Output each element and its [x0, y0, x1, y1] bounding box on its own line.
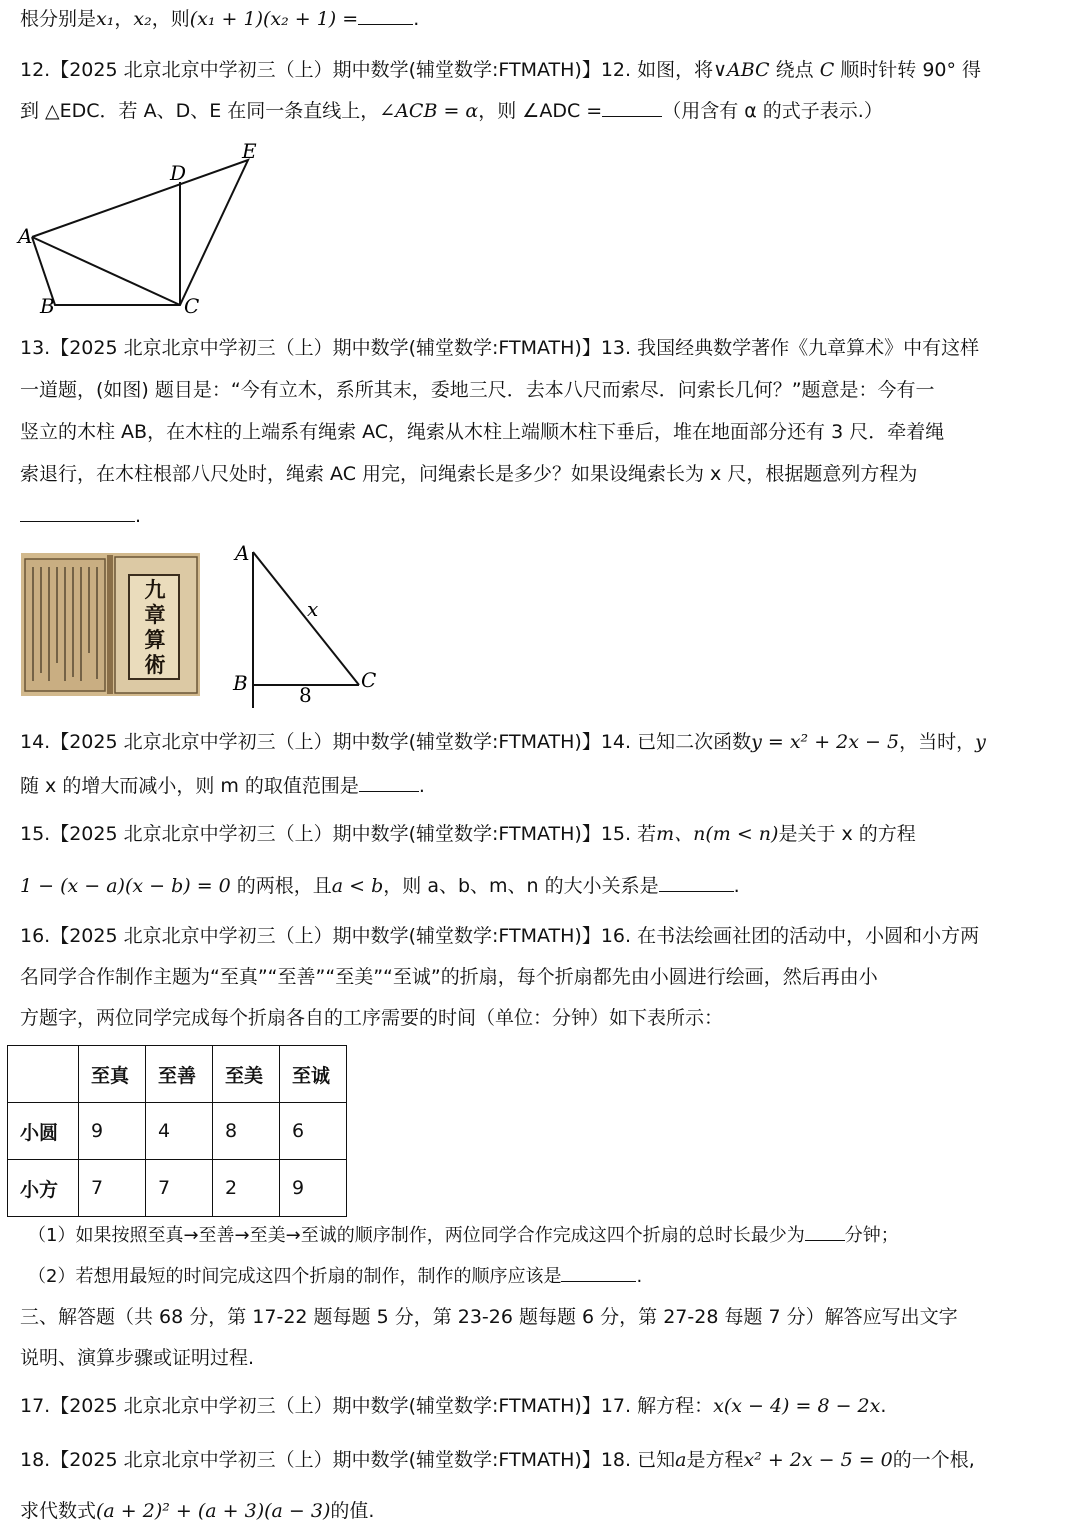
q14-line1: 14.【2025 北京北京中学初三（上）期中数学(辅堂数学:FTMATH)】14. 已知二次函数y = x² + 2x − 5，当时，y — [20, 731, 986, 753]
q13-line4: 索退行，在木柱根部八尺处时，绳索 AC 用完，问绳索长是多少？如果设绳索长为 x 尺，根据题意列方程为 — [20, 463, 918, 485]
section3-line1: 三、解答题（共 68 分，第 17-22 题每题 5 分，第 23-26 题每题 6 分，第 27-28 每题 7 分）解答应写出文字 — [20, 1306, 958, 1328]
label-c: C — [361, 668, 377, 692]
q15-line1: 15.【2025 北京北京中学初三（上）期中数学(辅堂数学:FTMATH)】15. 若m、n(m < n)是关于 x 的方程 — [20, 823, 916, 845]
table-row: 小方 7 7 2 9 — [8, 1160, 347, 1217]
answer-blank[interactable] — [358, 6, 413, 25]
q13-line2: 一道题，(如图) 题目是：“今有立木，系所其末，委地三尺．去本八尺而索尽．问索长几何？”题意是：今有一 — [20, 379, 935, 401]
q16-line1: 16.【2025 北京北京中学初三（上）期中数学(辅堂数学:FTMATH)】16. 在书法绘画社团的活动中，小圆和小方两 — [20, 925, 980, 947]
q18-line1: 18.【2025 北京北京中学初三（上）期中数学(辅堂数学:FTMATH)】18. 已知a是方程x² + 2x − 5 = 0的一个根, — [20, 1449, 975, 1471]
rope-ac — [253, 552, 359, 685]
q15-line2: 1 − (x − a)(x − b) = 0 的两根，且a < b，则 a、b、m、n 的大小关系是 . — [20, 875, 740, 897]
q18-line2: 求代数式(a + 2)² + (a + 3)(a − 3)的值. — [20, 1500, 375, 1522]
q13-line3: 竖立的木柱 AB，在木柱的上端系有绳索 AC，绳索从木柱上端顺木柱下垂后，堆在地面部分还有 3 尺．牵着绳 — [20, 421, 945, 443]
label-d: D — [170, 161, 187, 185]
answer-blank[interactable] — [805, 1222, 845, 1241]
answer-blank[interactable] — [20, 503, 135, 522]
q16-sub1: （1）如果按照至真→至善→至美→至诚的顺序制作，两位同学合作完成这四个折扇的总时长最少为 分钟； — [28, 1222, 899, 1249]
q16-line2: 名同学合作制作主题为“至真”“至善”“至美”“至诚”的折扇，每个折扇都先由小圆进行绘画，然后再由小 — [20, 966, 878, 988]
table-row: 小圆 9 4 8 6 — [8, 1103, 347, 1160]
q14-line2: 随 x 的增大而减小，则 m 的取值范围是 . — [20, 775, 425, 797]
answer-blank[interactable] — [659, 873, 734, 892]
q16-sub2: （2）若想用最短的时间完成这四个折扇的制作，制作的顺序应该是 . — [28, 1263, 642, 1290]
label-b: B — [40, 294, 55, 318]
q16-line3: 方题字，两位同学完成每个折扇各自的工序需要的时间（单位：分钟）如下表所示： — [20, 1007, 724, 1029]
book-photo — [21, 553, 200, 696]
answer-blank[interactable] — [561, 1263, 636, 1282]
outline-path — [32, 160, 248, 305]
label-c: C — [184, 294, 200, 318]
q12-line2: 到 △EDC．若 A、D、E 在同一条直线上，∠ACB = α，则 ∠ADC = （用含有 α 的式子表示.） — [20, 100, 883, 122]
book-title: 九 章 算 術 — [144, 577, 166, 677]
time-table — [7, 1045, 347, 1217]
q17-line: 17.【2025 北京北京中学初三（上）期中数学(辅堂数学:FTMATH)】17. 解方程：x(x − 4) = 8 − 2x. — [20, 1395, 887, 1417]
answer-blank[interactable] — [602, 98, 662, 117]
table-header-row: 至真 至善 至美 至诚 — [8, 1046, 347, 1103]
label-a: A — [18, 224, 33, 248]
q12-figure — [0, 130, 300, 320]
top-line: 根分别是x₁，x₂，则(x₁ + 1)(x₂ + 1) = . — [20, 8, 420, 30]
q13-figure — [225, 540, 395, 710]
section3-line2: 说明、演算步骤或证明过程. — [20, 1347, 255, 1369]
q13-line5: . — [20, 503, 141, 529]
q12-line1: 12.【2025 北京北京中学初三（上）期中数学(辅堂数学:FTMATH)】12. 如图，将∨ABC 绕点 C 顺时针转 90° 得 — [20, 59, 982, 81]
label-8: 8 — [299, 683, 312, 707]
label-e: E — [242, 139, 257, 163]
q13-line1: 13.【2025 北京北京中学初三（上）期中数学(辅堂数学:FTMATH)】13. 我国经典数学著作《九章算术》中有这样 — [20, 337, 980, 359]
answer-blank[interactable] — [359, 773, 419, 792]
label-a: A — [235, 541, 250, 565]
label-x: x — [307, 597, 319, 621]
label-b: B — [233, 671, 248, 695]
